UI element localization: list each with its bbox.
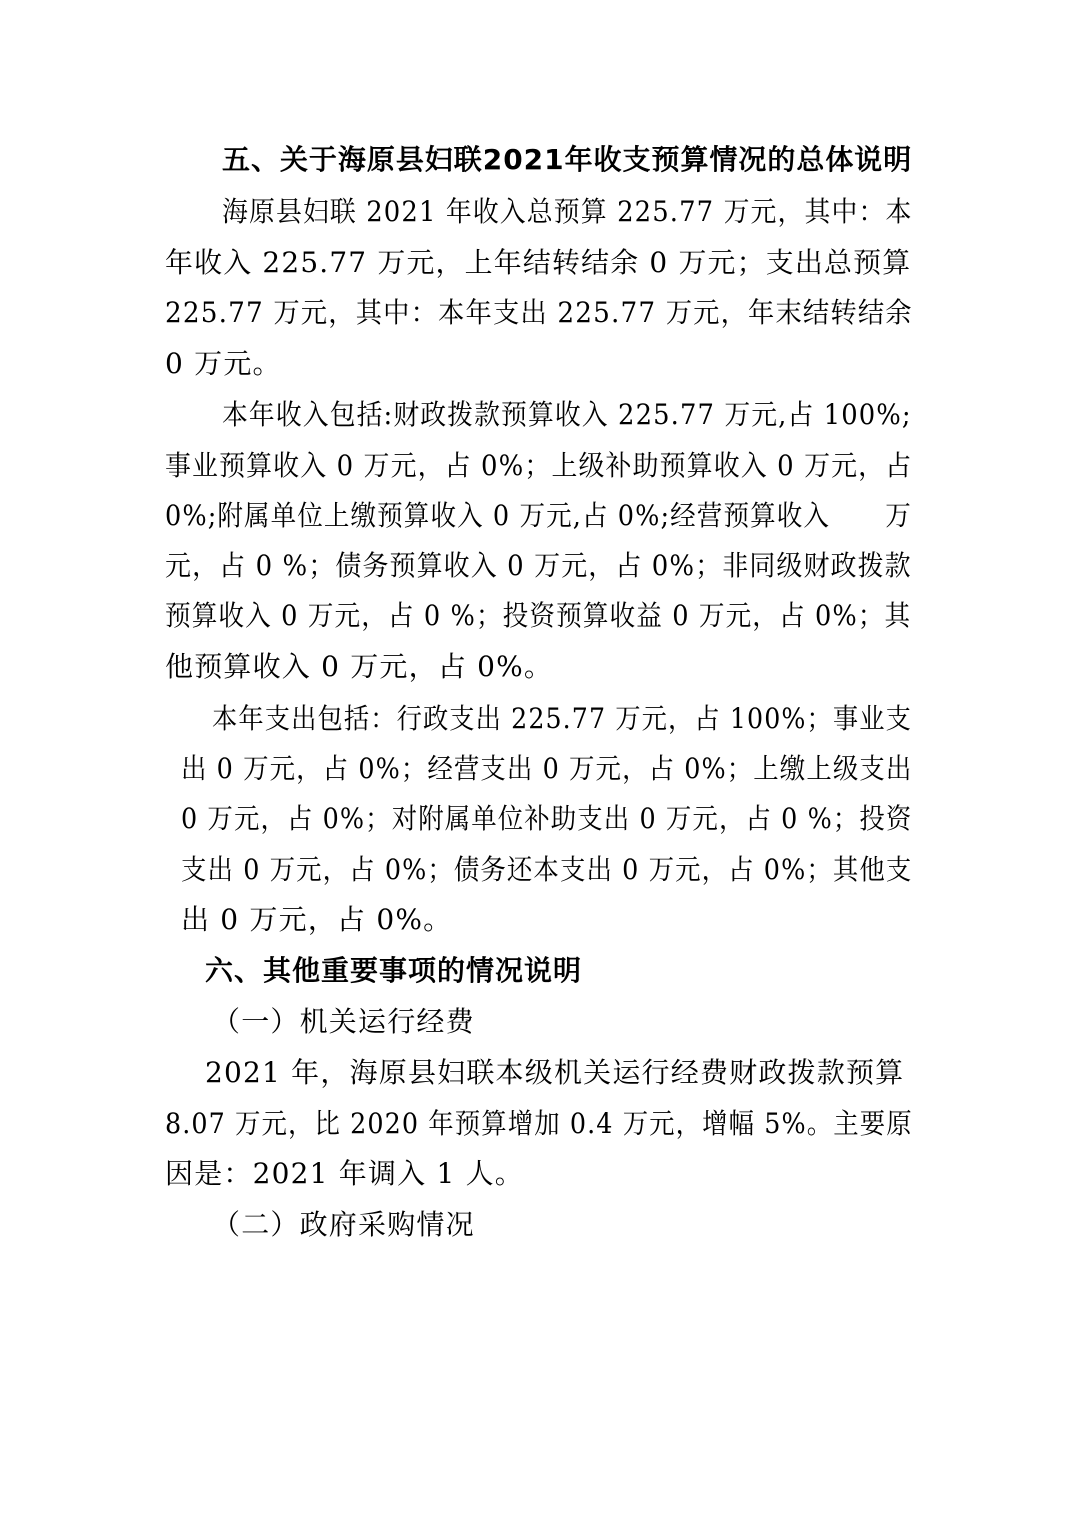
paragraph-line: 海原县妇联 2021 年收入总预算 225.77 万元，其中：本 bbox=[222, 195, 913, 228]
paragraph-line: 0 万元，占 0%；对附属单位补助支出 0 万元，占 0 %；投资 bbox=[181, 802, 913, 835]
paragraph-line: 年收入 225.77 万元，上年结转结余 0 万元；支出总预算 bbox=[165, 246, 912, 279]
paragraph-line: 事业预算收入 0 万元，占 0%；上级补助预算收入 0 万元，占 bbox=[165, 449, 913, 482]
paragraph-line: 因是：2021 年调入 1 人。 bbox=[165, 1157, 524, 1190]
paragraph-line: 本年支出包括：行政支出 225.77 万元，占 100%；事业支 bbox=[212, 702, 912, 735]
paragraph-line: 2021 年，海原县妇联本级机关运行经费财政拨款预算 bbox=[205, 1056, 905, 1089]
paragraph-line: 0 万元。 bbox=[165, 347, 282, 380]
paragraph-line: 支出 0 万元，占 0%；债务还本支出 0 万元，占 0%；其他支 bbox=[181, 853, 913, 886]
paragraph-line: 预算收入 0 万元，占 0 %；投资预算收益 0 万元，占 0%；其 bbox=[165, 599, 912, 632]
paragraph-line: 8.07 万元，比 2020 年预算增加 0.4 万元，增幅 5%。主要原 bbox=[165, 1107, 913, 1140]
paragraph-line: 0%;附属单位上缴预算收入 0 万元,占 0%;经营预算收入 万 bbox=[165, 499, 912, 532]
paragraph-line: 出 0 万元，占 0%。 bbox=[181, 903, 453, 936]
paragraph-line: 元，占 0 %；债务预算收入 0 万元，占 0%；非同级财政拨款 bbox=[165, 549, 912, 582]
subsection-title: （二）政府采购情况 bbox=[212, 1208, 475, 1241]
section-5-heading: 五、关于海原县妇联2021年收支预算情况的总体说明 bbox=[222, 143, 913, 176]
paragraph-line: 出 0 万元，占 0%；经营支出 0 万元，占 0%；上缴上级支出 bbox=[181, 752, 913, 785]
paragraph-line: 225.77 万元，其中：本年支出 225.77 万元，年末结转结余 bbox=[165, 296, 913, 329]
section-6-heading: 六、其他重要事项的情况说明 bbox=[205, 954, 583, 987]
paragraph-line: 他预算收入 0 万元，占 0%。 bbox=[165, 650, 554, 683]
subsection-title: （一）机关运行经费 bbox=[212, 1005, 475, 1038]
paragraph-line: 本年收入包括:财政拨款预算收入 225.77 万元,占 100%; bbox=[222, 398, 912, 431]
